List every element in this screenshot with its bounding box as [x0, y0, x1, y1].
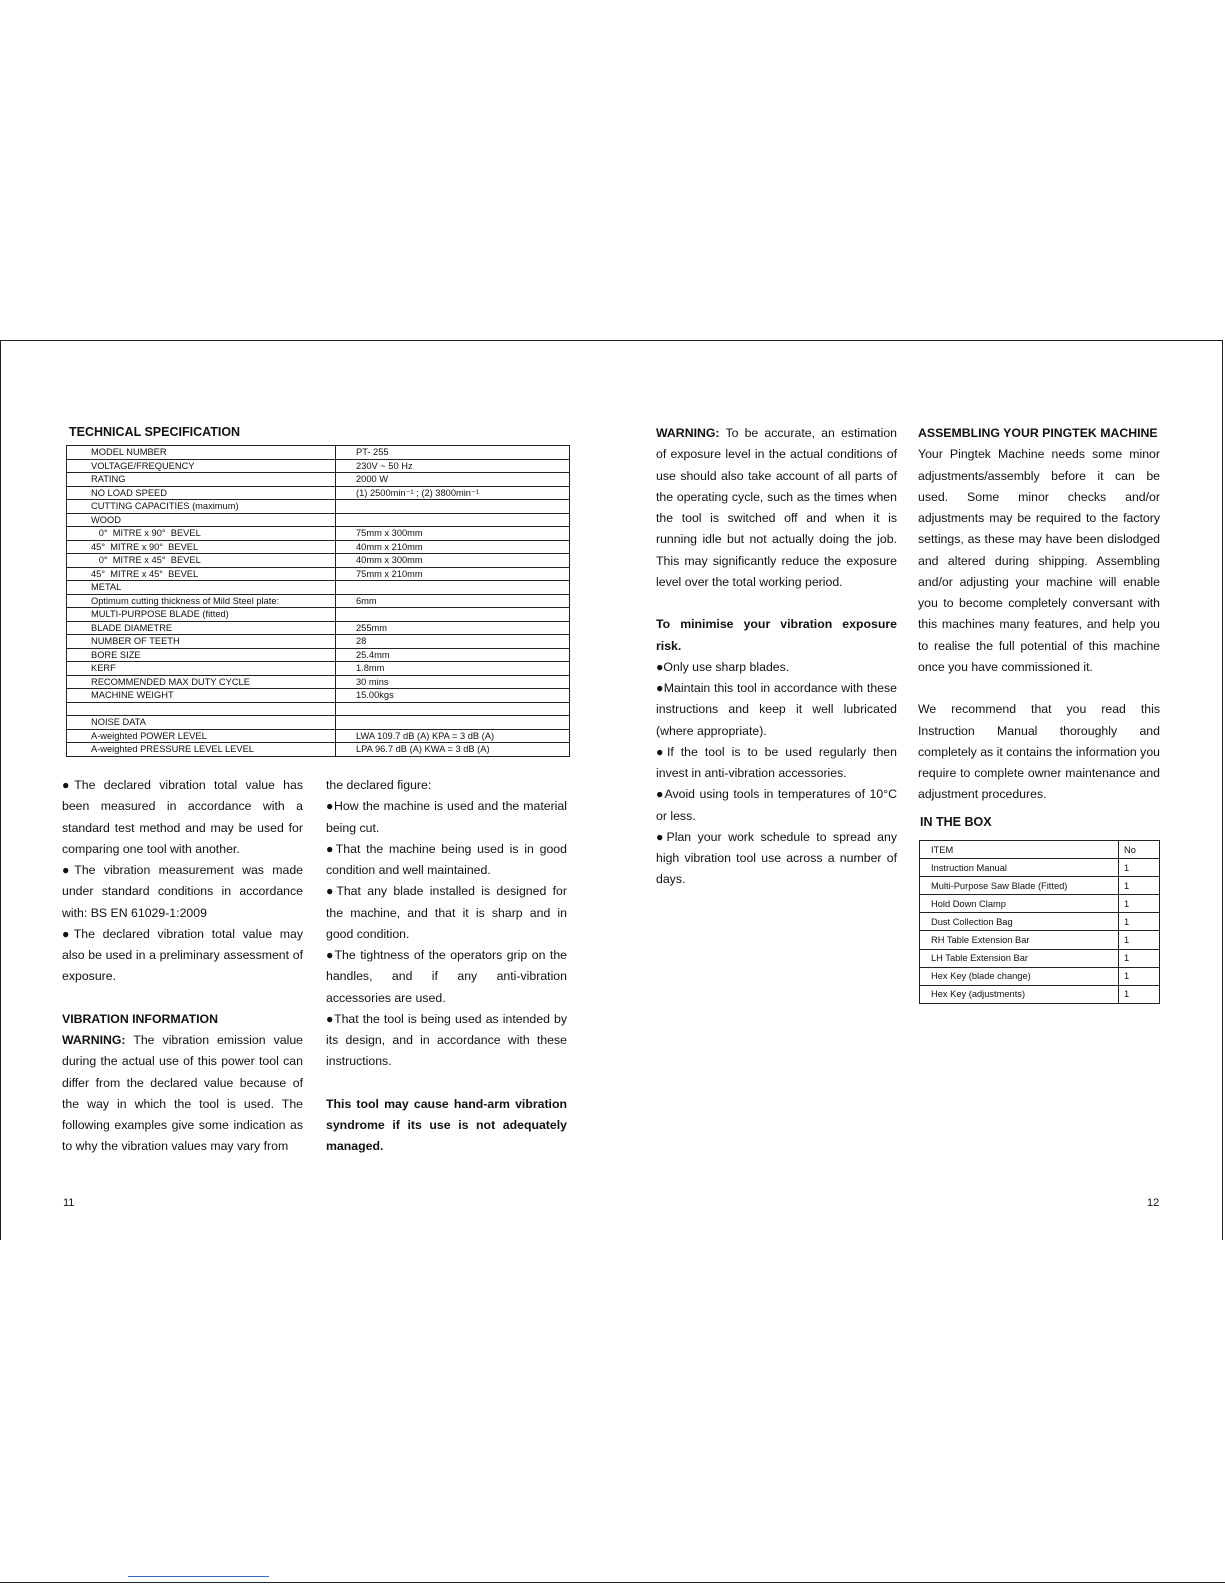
in-the-box-table: [919, 840, 1160, 1004]
link-underline: [128, 1576, 269, 1577]
bottom-rule: [0, 1582, 1225, 1583]
label-cell: RH Table Extension Bar: [920, 931, 1119, 949]
value-cell: [336, 608, 570, 622]
value-cell: 1: [1119, 967, 1160, 985]
value-cell: LWA 109.7 dB (A) KPA = 3 dB (A): [336, 729, 570, 743]
page-number-left: 11: [63, 1197, 75, 1209]
right-column-1: [656, 423, 897, 891]
value-cell: 2000 W: [336, 473, 570, 487]
value-cell: 1: [1119, 949, 1160, 967]
bullet-condition: ●That the machine being used is in good condition and well maintained.: [326, 841, 567, 877]
spec-row: [67, 446, 570, 460]
value-cell: PT- 255: [336, 446, 570, 460]
label-cell: VOLTAGE/FREQUENCY: [67, 459, 336, 473]
label-cell: Multi-Purpose Saw Blade (Fitted): [920, 877, 1119, 895]
value-cell: 75mm x 210mm: [336, 567, 570, 581]
measurement-paragraph: ●The vibration measurement was made under standard conditions in accordance with: BS EN 61029-1:2009: [62, 863, 303, 920]
right-column-2: [918, 423, 1160, 806]
bullet-temperature: ●Avoid using tools in temperatures of 10°C or less.: [656, 787, 897, 823]
value-cell: 1: [1119, 931, 1160, 949]
label-cell: Dust Collection Bag: [920, 913, 1119, 931]
warning-text: The vibration emission value during the actual use of this power tool can differ from the declared value because of the way in which the tool is used. The following examples give some indication as to why the vibration values may vary from: [62, 1033, 303, 1154]
exposure-warning-paragraph: [656, 423, 897, 593]
spec-row: [67, 729, 570, 743]
spec-row: [67, 567, 570, 581]
spec-row: [67, 473, 570, 487]
label-cell: BORE SIZE: [67, 648, 336, 662]
spec-row: [67, 702, 570, 716]
spec-row: [67, 675, 570, 689]
spec-row: [67, 581, 570, 595]
exposure-warning-text: To be accurate, an estimation of exposure level in the actual conditions of use should also take account of all parts of the operating cycle, such as the times when the tool is switched off and when it is running idle but not actually doing the job. This may significantly reduce the exposure level over the total working period.: [656, 426, 897, 589]
assembling-paragraph: Your Pingtek Machine needs some minor adjustments/assembly before it can be used. Some minor checks and/or adjustments may be required to the factory settings, as these may have been dislodged and altered during shipping. Assembling and/or adjusting your machine will enable you to become completely conversant with this machines many features, and help you to realise the full potential of this machine once you have commissioned it.: [918, 447, 1160, 674]
bullet-maintain: ●Maintain this tool in accordance with these instructions and keep it well lubricated (where appropriate).: [656, 681, 897, 738]
value-cell: 40mm x 300mm: [336, 554, 570, 568]
spec-row: [67, 513, 570, 527]
spec-row: [67, 608, 570, 622]
declared-figure-text: the declared figure:: [326, 778, 432, 792]
label-cell: NO LOAD SPEED: [67, 486, 336, 500]
box-row: [920, 841, 1160, 859]
label-cell: LH Table Extension Bar: [920, 949, 1119, 967]
value-cell: 1: [1119, 895, 1160, 913]
value-cell: [336, 581, 570, 595]
spec-row: [67, 500, 570, 514]
box-row: [920, 985, 1160, 1003]
label-cell: RATING: [67, 473, 336, 487]
value-cell: [336, 513, 570, 527]
value-cell: 28: [336, 635, 570, 649]
label-cell: Hold Down Clamp: [920, 895, 1119, 913]
warning-label-right: WARNING:: [656, 426, 720, 440]
assembling-title: ASSEMBLING YOUR PINGTEK MACHINE: [918, 426, 1158, 440]
value-cell: 75mm x 300mm: [336, 527, 570, 541]
label-cell: KERF: [67, 662, 336, 676]
label-cell: 45° MITRE x 90° BEVEL: [67, 540, 336, 554]
label-cell: METAL: [67, 581, 336, 595]
label-cell: CUTTING CAPACITIES (maximum): [67, 500, 336, 514]
label-cell: MODEL NUMBER: [67, 446, 336, 460]
label-cell: [67, 702, 336, 716]
label-cell: MACHINE WEIGHT: [67, 689, 336, 703]
box-row: [920, 913, 1160, 931]
label-cell: 45° MITRE x 45° BEVEL: [67, 567, 336, 581]
label-cell: RECOMMENDED MAX DUTY CYCLE: [67, 675, 336, 689]
bullet-schedule: ●Plan your work schedule to spread any high vibration tool use across a number of days.: [656, 829, 897, 887]
value-cell: (1) 2500min⁻¹ ; (2) 3800min⁻¹: [336, 486, 570, 500]
label-cell: Hex Key (adjustments): [920, 985, 1119, 1003]
value-cell: LPA 96.7 dB (A) KWA = 3 dB (A): [336, 743, 570, 757]
spec-row: [67, 540, 570, 554]
value-cell: [336, 716, 570, 730]
value-cell: 1: [1119, 859, 1160, 877]
spec-row: [67, 486, 570, 500]
spec-row: [67, 689, 570, 703]
value-cell: [336, 702, 570, 716]
value-cell: 1: [1119, 985, 1160, 1003]
label-cell: 0° MITRE x 90° BEVEL: [67, 527, 336, 541]
label-cell: A-weighted PRESSURE LEVEL LEVEL: [67, 743, 336, 757]
box-row: [920, 877, 1160, 895]
label-cell: ITEM: [920, 841, 1119, 859]
spec-row: [67, 648, 570, 662]
spec-row: [67, 621, 570, 635]
recommend-paragraph: We recommend that you read this Instruction Manual thoroughly and completely as it contains the information you require to complete owner maintenance and adjustment procedures.: [918, 702, 1160, 802]
label-cell: 0° MITRE x 45° BEVEL: [67, 554, 336, 568]
left-column-2: [326, 775, 567, 1158]
label-cell: BLADE DIAMETRE: [67, 621, 336, 635]
bullet-sharp-blades: ●Only use sharp blades.: [656, 659, 790, 674]
vibration-warning-paragraph: [62, 1030, 303, 1158]
spec-row: [67, 459, 570, 473]
value-cell: No: [1119, 841, 1160, 859]
declared-vibration-paragraph: ●The declared vibration total value has been measured in accordance with a standard test method and may be used for comparing one tool with another.: [62, 778, 303, 856]
label-cell: A-weighted POWER LEVEL: [67, 729, 336, 743]
box-row: [920, 931, 1160, 949]
page-number-right: 12: [1147, 1197, 1160, 1209]
box-row: [920, 967, 1160, 985]
spec-row: [67, 554, 570, 568]
value-cell: 6mm: [336, 594, 570, 608]
label-cell: NOISE DATA: [67, 716, 336, 730]
warning-label: WARNING:: [62, 1033, 126, 1047]
spec-row: [67, 635, 570, 649]
assessment-paragraph: ●The declared vibration total value may also be used in a preliminary assessment of exposure.: [62, 926, 303, 984]
left-column-1: [62, 775, 303, 1158]
value-cell: 1.8mm: [336, 662, 570, 676]
spec-row: [67, 594, 570, 608]
in-the-box-title: IN THE BOX: [920, 815, 992, 829]
value-cell: 1: [1119, 877, 1160, 895]
spec-row: [67, 662, 570, 676]
bullet-grip: ●The tightness of the operators grip on the handles, and if any anti-vibration accessories are used.: [326, 948, 567, 1005]
bullet-anti-vibration: ●If the tool is to be used regularly then invest in anti-vibration accessories.: [656, 744, 897, 780]
label-cell: MULTI-PURPOSE BLADE (fitted): [67, 608, 336, 622]
value-cell: 25.4mm: [336, 648, 570, 662]
spec-table: [66, 445, 570, 757]
value-cell: 230V ~ 50 Hz: [336, 459, 570, 473]
value-cell: 15.00kgs: [336, 689, 570, 703]
vibration-info-title: VIBRATION INFORMATION: [62, 1011, 218, 1026]
box-row: [920, 949, 1160, 967]
label-cell: WOOD: [67, 513, 336, 527]
label-cell: NUMBER OF TEETH: [67, 635, 336, 649]
spec-row: [67, 716, 570, 730]
value-cell: 30 mins: [336, 675, 570, 689]
value-cell: 255mm: [336, 621, 570, 635]
spec-row: [67, 743, 570, 757]
bullet-intended-use: ●That the tool is being used as intended by its design, and in accordance with these instructions.: [326, 1011, 567, 1069]
bullet-blade: ●That any blade installed is designed for the machine, and that it is sharp and in good condition.: [326, 884, 567, 941]
bullet-machine-use: ●How the machine is used and the material being cut.: [326, 799, 567, 835]
value-cell: [336, 500, 570, 514]
box-row: [920, 895, 1160, 913]
tech-spec-title: TECHNICAL SPECIFICATION: [69, 425, 241, 439]
label-cell: Optimum cutting thickness of Mild Steel plate:: [67, 594, 336, 608]
spec-row: [67, 527, 570, 541]
minimise-exposure-title: To minimise your vibration exposure risk.: [656, 617, 897, 653]
label-cell: Hex Key (blade change): [920, 967, 1119, 985]
value-cell: 40mm x 210mm: [336, 540, 570, 554]
hand-arm-warning: This tool may cause hand-arm vibration syndrome if its use is not adequately managed.: [326, 1096, 567, 1154]
box-row: [920, 859, 1160, 877]
label-cell: Instruction Manual: [920, 859, 1119, 877]
value-cell: 1: [1119, 913, 1160, 931]
